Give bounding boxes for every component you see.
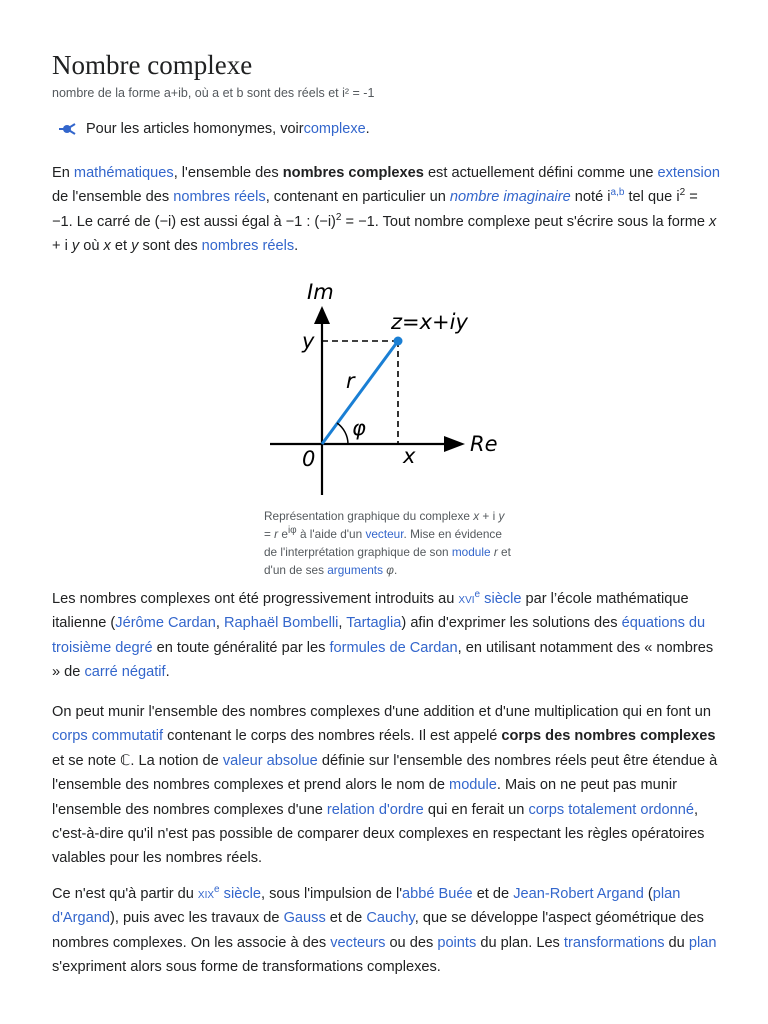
- link-valeur-absolue[interactable]: valeur absolue: [222, 752, 318, 769]
- link-raphael-bombelli[interactable]: Raphaël Bombelli: [223, 615, 339, 632]
- link-cauchy[interactable]: Cauchy: [366, 910, 415, 927]
- label-phi: φ: [352, 416, 366, 440]
- link-plan[interactable]: plan: [688, 934, 717, 951]
- link-equations-troisieme-degre[interactable]: équations du troisième degré: [52, 615, 706, 656]
- hatnote-end: .: [365, 121, 370, 137]
- link-carre-negatif[interactable]: carré négatif: [84, 664, 166, 681]
- label-origin: 0: [302, 447, 316, 471]
- intro-paragraph: En mathématiques, l'ensemble des nombres complexes est actuellement défini comme une extension de l'ensemble des nombres réels, contenant en particulier un nombre imaginaire noté $i^{a,b}$ tel que $i^2 = -1$. Le carré de (−i) est aussi égal à −1 : $(-i)^2 = -1$. Tout nombre complexe peut s'écrire sous la forme x + i y où x et y sont des nombres réels.: [52, 165, 720, 255]
- link-jerome-cardan[interactable]: Jérôme Cardan: [115, 615, 216, 632]
- link-gauss[interactable]: Gauss: [283, 910, 326, 927]
- link-nombres-reels-2[interactable]: nombres réels: [201, 238, 295, 255]
- link-tartaglia[interactable]: Tartaglia: [346, 615, 402, 632]
- page-subtitle: nombre de la forme a+ib, où a et b sont des réels et i² = -1: [52, 86, 375, 100]
- geometry-paragraph: Ce n'est qu'à partir du xix$^e$ siècle, sous l'impulsion de l'abbé Buée et de Jean-Robert Argand (plan d'Argand), puis avec les travaux de Gauss et de Cauchy, que se développe l'aspect géométrique des nombres complexes. On les associe à des vecteurs ou des points du plan. Les transformations du plan s'expriment alors sous forme de transformations complexes.: [52, 884, 717, 976]
- label-r: r: [346, 369, 355, 393]
- bold-term: nombres complexes: [282, 165, 424, 181]
- disambiguation-icon: [58, 122, 78, 136]
- link-vecteurs[interactable]: vecteurs: [330, 934, 386, 951]
- link-xvie-siecle[interactable]: xvi$^e$ siècle: [458, 589, 522, 607]
- link-module-2[interactable]: module: [449, 777, 497, 794]
- link-plan-argand[interactable]: plan d'Argand: [52, 886, 681, 927]
- bold-term-2: corps des nombres complexes: [501, 728, 716, 745]
- page-title: Nombre complexe: [52, 50, 253, 80]
- point-z: [394, 337, 403, 346]
- hatnote-link[interactable]: complexe: [303, 121, 366, 137]
- label-y: y: [302, 329, 315, 353]
- link-nombre-imaginaire[interactable]: nombre imaginaire: [449, 189, 571, 206]
- link-nombres-reels[interactable]: nombres réels: [173, 189, 266, 206]
- complex-plane-figure[interactable]: [262, 278, 512, 498]
- link-abbe-buee[interactable]: abbé Buée: [402, 886, 473, 902]
- link-relation-ordre[interactable]: relation d'ordre: [326, 801, 424, 818]
- footnote-ref[interactable]: a,b: [610, 187, 625, 199]
- link-mathematiques[interactable]: mathématiques: [73, 165, 174, 181]
- label-re: Re: [470, 432, 498, 456]
- link-corps-totalement-ordonne[interactable]: corps totalement ordonné: [528, 801, 694, 818]
- link-corps-commutatif[interactable]: corps commutatif: [52, 728, 164, 745]
- link-arguments[interactable]: arguments: [327, 563, 383, 577]
- imaginary-axis-arrow: [314, 306, 330, 324]
- link-transformations[interactable]: transformations: [563, 934, 665, 951]
- real-axis-arrow: [444, 436, 465, 452]
- label-im: Im: [307, 280, 334, 304]
- hatnote: [58, 121, 370, 137]
- hatnote-text: Pour les articles homonymes, voir: [86, 121, 304, 137]
- link-formules-de-cardan[interactable]: formules de Cardan: [329, 639, 458, 656]
- label-x: x: [403, 444, 416, 468]
- link-extension[interactable]: extension: [657, 165, 720, 181]
- figure-caption: Représentation graphique du complexe x + i y = r $e^{i\varphi}$ à l'aide d'un vecteur. Mise en évidence de l'interprétation graphique de son module r et d'un de ses arguments φ.: [264, 509, 511, 577]
- link-vecteur[interactable]: vecteur: [365, 527, 404, 541]
- label-z: z=x+iy: [391, 310, 468, 334]
- link-xixe-siecle[interactable]: xix$^e$ siècle: [197, 884, 261, 902]
- structure-paragraph: On peut munir l'ensemble des nombres complexes d'une addition et d'une multiplication qui en font un corps commutatif contenant le corps des nombres réels. Il est appelé corps des nombres complexes et se note ℂ. La notion de valeur absolue définie sur l'ensemble des nombres réels peut être étendue à l'ensemble des nombres complexes et prend alors le nom de module. Mais on ne peut pas munir l'ensemble des nombres complexes d'une relation d'ordre qui en ferait un corps totalement ordonné, c'est-à-dire qu'il n'est pas possible de comparer deux complexes en respectant les règles opératoires valables pour les nombres réels.: [52, 704, 718, 867]
- link-module[interactable]: module: [451, 545, 491, 559]
- link-points[interactable]: points: [437, 934, 477, 951]
- angle-arc: [337, 423, 348, 444]
- link-jean-robert-argand[interactable]: Jean-Robert Argand: [513, 886, 644, 902]
- history-paragraph: Les nombres complexes ont été progressivement introduits au xvi$^e$ siècle par l’école mathématique italienne (Jérôme Cardan, Raphaël Bombelli, Tartaglia) afin d'exprimer les solutions des équations du troisième degré en toute généralité par les formules de Cardan, en utilisant notamment des « nombres » de carré négatif.: [52, 589, 714, 681]
